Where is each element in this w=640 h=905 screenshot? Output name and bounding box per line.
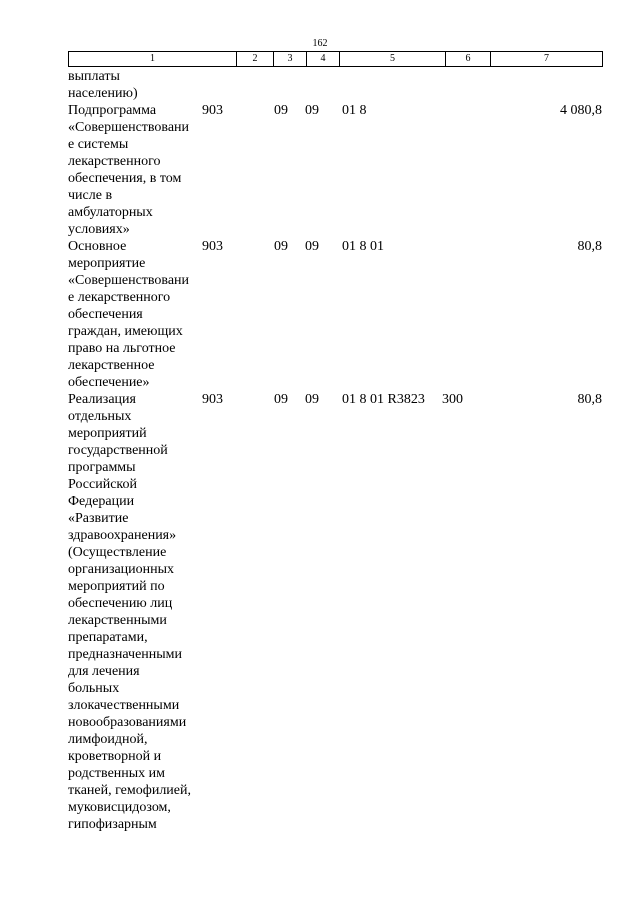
row-section-code: 09 xyxy=(274,103,288,118)
row-subsection-code: 09 xyxy=(305,239,319,254)
column-header-2: 2 xyxy=(237,52,274,66)
row-name: выплаты населению) xyxy=(68,69,138,101)
row-subsection-code: 09 xyxy=(305,392,319,407)
row-grbs-code: 903 xyxy=(202,239,223,254)
column-header-row xyxy=(68,51,603,67)
row-section-code: 09 xyxy=(274,239,288,254)
row-subsection-code: 09 xyxy=(305,103,319,118)
column-header-4: 4 xyxy=(307,52,340,66)
column-header-6: 6 xyxy=(446,52,491,66)
row-grbs-code: 903 xyxy=(202,392,223,407)
budget-table-body xyxy=(68,68,608,833)
row-section-code: 09 xyxy=(274,392,288,407)
row-amount: 80,8 xyxy=(577,239,602,254)
row-target-code: 01 8 01 xyxy=(342,239,384,254)
row-amount: 4 080,8 xyxy=(560,103,602,118)
table-row xyxy=(68,391,608,833)
row-name: Основное мероприятие «Совершенствовани е лекарственного обеспечения граждан, имеющих право на льготное лекарственное обеспечение» xyxy=(68,239,190,390)
table-row xyxy=(68,102,608,238)
row-target-code: 01 8 01 R3823 xyxy=(342,392,425,407)
table-row xyxy=(68,238,608,391)
table-row xyxy=(68,68,608,102)
row-amount: 80,8 xyxy=(577,392,602,407)
row-target-code: 01 8 xyxy=(342,103,367,118)
row-expense-type-code: 300 xyxy=(442,392,463,407)
column-header-5: 5 xyxy=(340,52,446,66)
page-number: 162 xyxy=(312,38,328,49)
column-header-3: 3 xyxy=(274,52,307,66)
row-name: Реализация отдельных мероприятий государственной программы Российской Федерации «Развитие здравоохранения» (Осуществление организационных мероприятий по обеспечению лиц лекарственными препаратами, предназначенными для лечения больных злокачественными новообразованиями лимфоидной, кроветворной и родственных им тканей, гемофилией, муковисцидозом, гипофизарным xyxy=(68,392,191,832)
row-grbs-code: 903 xyxy=(202,103,223,118)
column-header-1: 1 xyxy=(69,52,237,66)
row-name: Подпрограмма «Совершенствовани е системы лекарственного обеспечения, в том числе в амбулаторных условиях» xyxy=(68,103,190,237)
column-header-7: 7 xyxy=(544,53,549,64)
